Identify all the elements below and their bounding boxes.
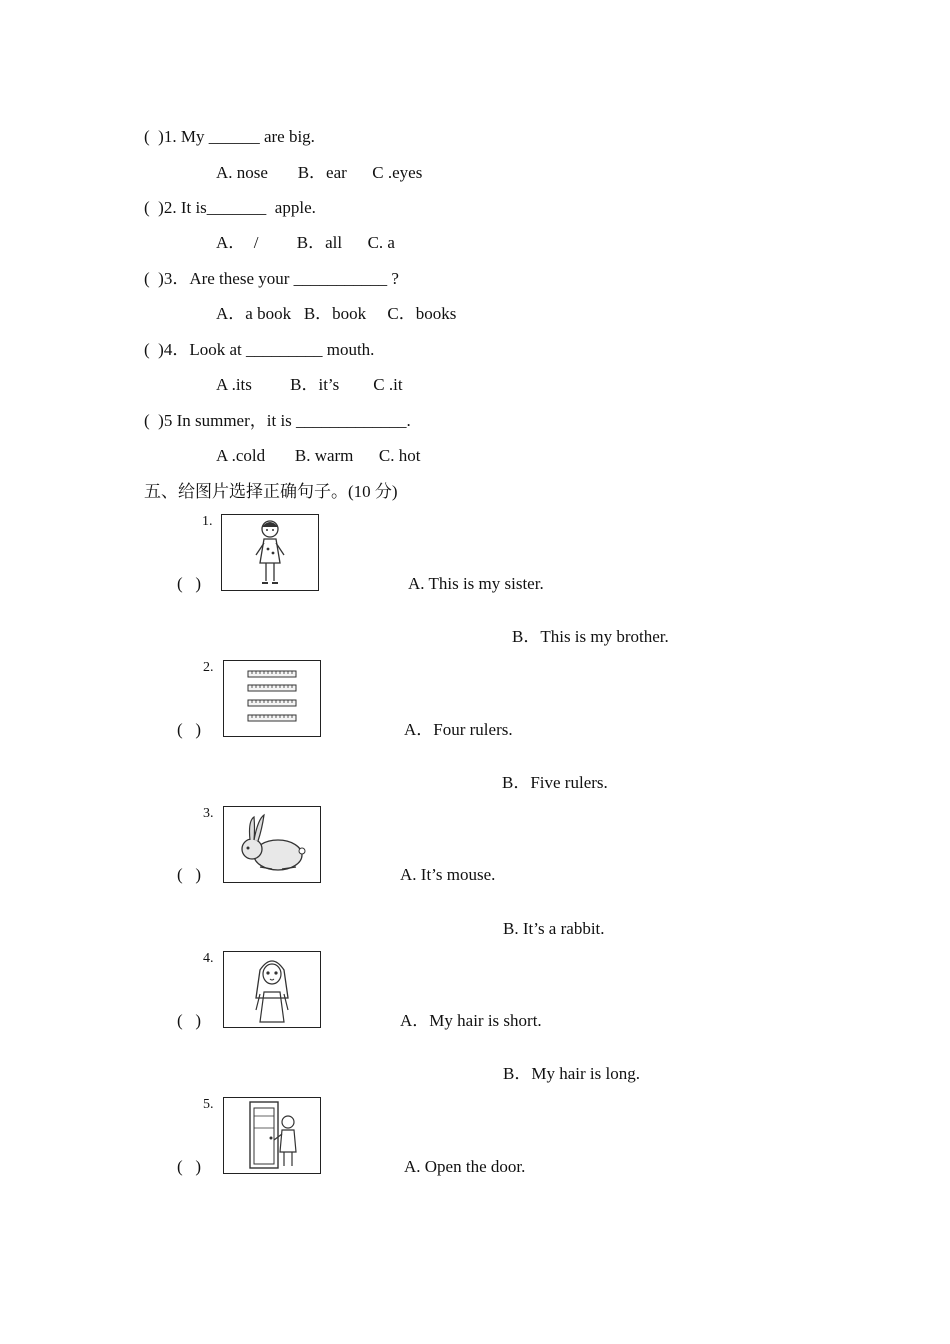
item-1-option-b: B．This is my brother. bbox=[512, 627, 669, 646]
item-1-number: 1. bbox=[202, 514, 213, 529]
question-4-stem: ( )4．Look at _________ mouth. bbox=[144, 340, 375, 359]
item-3-option-a: A. It’s mouse. bbox=[400, 865, 496, 884]
rulers-drawing bbox=[224, 661, 320, 736]
item-1-option-a: A. This is my sister. bbox=[408, 574, 544, 593]
rabbit-drawing bbox=[224, 807, 320, 882]
item-5-option-a: A. Open the door. bbox=[404, 1157, 526, 1176]
question-2-stem: ( )2. It is_______ apple. bbox=[144, 198, 316, 217]
item-2-number: 2. bbox=[203, 660, 214, 675]
question-1-stem: ( )1. My ______ are big. bbox=[144, 127, 315, 146]
door-drawing bbox=[224, 1098, 320, 1173]
item-3-number: 3. bbox=[203, 806, 214, 821]
question-5-stem: ( )5 In summer，it is _____________. bbox=[144, 411, 411, 430]
item-5-number: 5. bbox=[203, 1097, 214, 1112]
item-4-option-a: A．My hair is short. bbox=[400, 1011, 542, 1030]
rabbit-picture bbox=[223, 806, 321, 883]
item-4-answer-bracket[interactable]: ( ) bbox=[177, 1011, 202, 1030]
long-hair-girl-picture bbox=[223, 951, 321, 1028]
long-hair-girl-drawing bbox=[224, 952, 320, 1027]
item-4-number: 4. bbox=[203, 951, 214, 966]
question-4-options: A .its B．it’s C .it bbox=[216, 375, 403, 394]
item-1-answer-bracket[interactable]: ( ) bbox=[177, 574, 202, 593]
question-1-options: A. nose B．ear C .eyes bbox=[216, 163, 423, 182]
question-3-options: A．a book B．book C．books bbox=[216, 304, 457, 323]
question-5-options: A .cold B. warm C. hot bbox=[216, 446, 421, 465]
item-2-option-b: B．Five rulers. bbox=[502, 773, 608, 792]
door-picture bbox=[223, 1097, 321, 1174]
girl-drawing bbox=[222, 515, 318, 590]
girl-picture bbox=[221, 514, 319, 591]
item-2-answer-bracket[interactable]: ( ) bbox=[177, 720, 202, 739]
rulers-picture bbox=[223, 660, 321, 737]
item-3-answer-bracket[interactable]: ( ) bbox=[177, 865, 202, 884]
section-5-title: 五、给图片选择正确句子。(10 分) bbox=[144, 482, 398, 501]
question-2-options: A． / B．all C. a bbox=[216, 233, 395, 252]
item-5-answer-bracket[interactable]: ( ) bbox=[177, 1157, 202, 1176]
item-3-option-b: B. It’s a rabbit. bbox=[503, 919, 605, 938]
item-2-option-a: A．Four rulers. bbox=[404, 720, 513, 739]
item-4-option-b: B．My hair is long. bbox=[503, 1064, 640, 1083]
question-3-stem: ( )3．Are these your ___________ ? bbox=[144, 269, 399, 288]
